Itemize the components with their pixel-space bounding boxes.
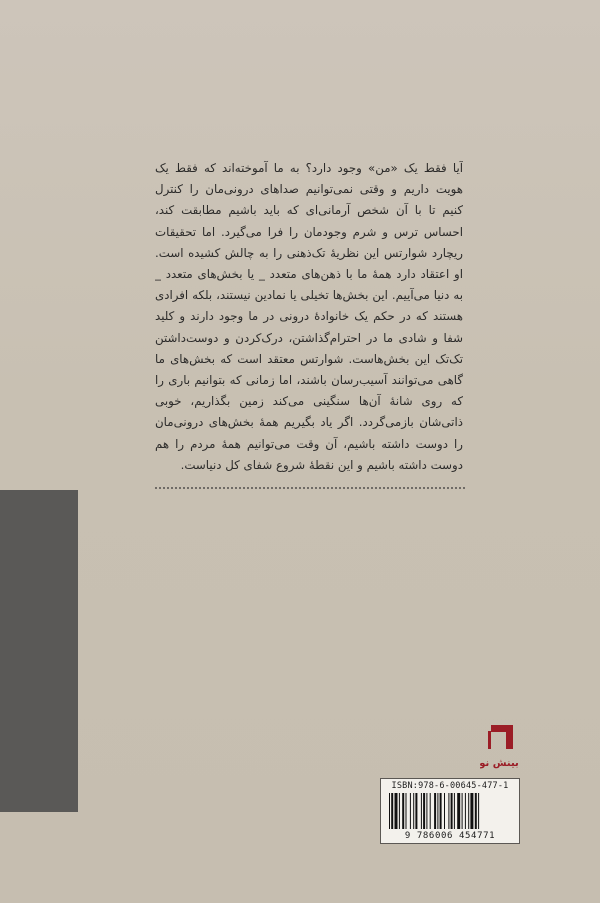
publisher-logo-icon — [480, 722, 518, 772]
barcode-digits: 9 786006 454771 — [404, 831, 496, 841]
barcode-bars — [387, 793, 515, 829]
decorative-panel — [0, 490, 78, 812]
isbn-label: ISBN:978-6-00645-477-1 — [391, 781, 509, 791]
back-cover-blurb — [155, 158, 463, 478]
publisher-name: بینش نو — [480, 758, 518, 769]
publisher-logo — [480, 722, 518, 772]
blurb-text: آیا فقط یک «من» وجود دارد؟ به ما آموخته‌اند که فقط یک هویت داریم و وقتی نمی‌توانیم صداهای درونی‌مان را کنترل کنیم تا با آن شخص آرمانی‌ای که باید باشیم مطابقت کند، احساس ترس و شرم وجودمان را فرا می‌گیرد. اما تحقیقات ریچارد شوارتس این نظریهٔ تک‌ذهنی را به چالش کشیده است. او اعتقاد دارد همهٔ ما با ذهن‌های متعدد _ یا بخش‌های متعدد _ به دنیا می‌آییم. این بخش‌ها تخیلی یا نمادین نیستند، بلکه افرادی هستند که در حکم یک خانوادهٔ درونی در ما وجود دارند و کلید شفا و شادی ما در احترام‌گذاشتن، درک‌کردن و دوست‌داشتن تک‌تک این بخش‌هاست. شوارتس معتقد است که بخش‌های ما گاهی می‌توانند آسیب‌رسان باشند، اما زمانی که بتوانیم باری را که روی شانهٔ آن‌ها سنگینی می‌کند زمین بگذاریم، خوبی ذاتی‌شان بازمی‌گردد. اگر یاد بگیریم همهٔ بخش‌های درونی‌مان را دوست داشته باشیم، آن وقت می‌توانیم همهٔ مردم را هم دوست داشته باشیم و این نقطهٔ شروع شفای کل دنیاست. — [155, 161, 463, 472]
isbn-barcode — [380, 778, 520, 844]
dotted-divider — [155, 487, 465, 489]
